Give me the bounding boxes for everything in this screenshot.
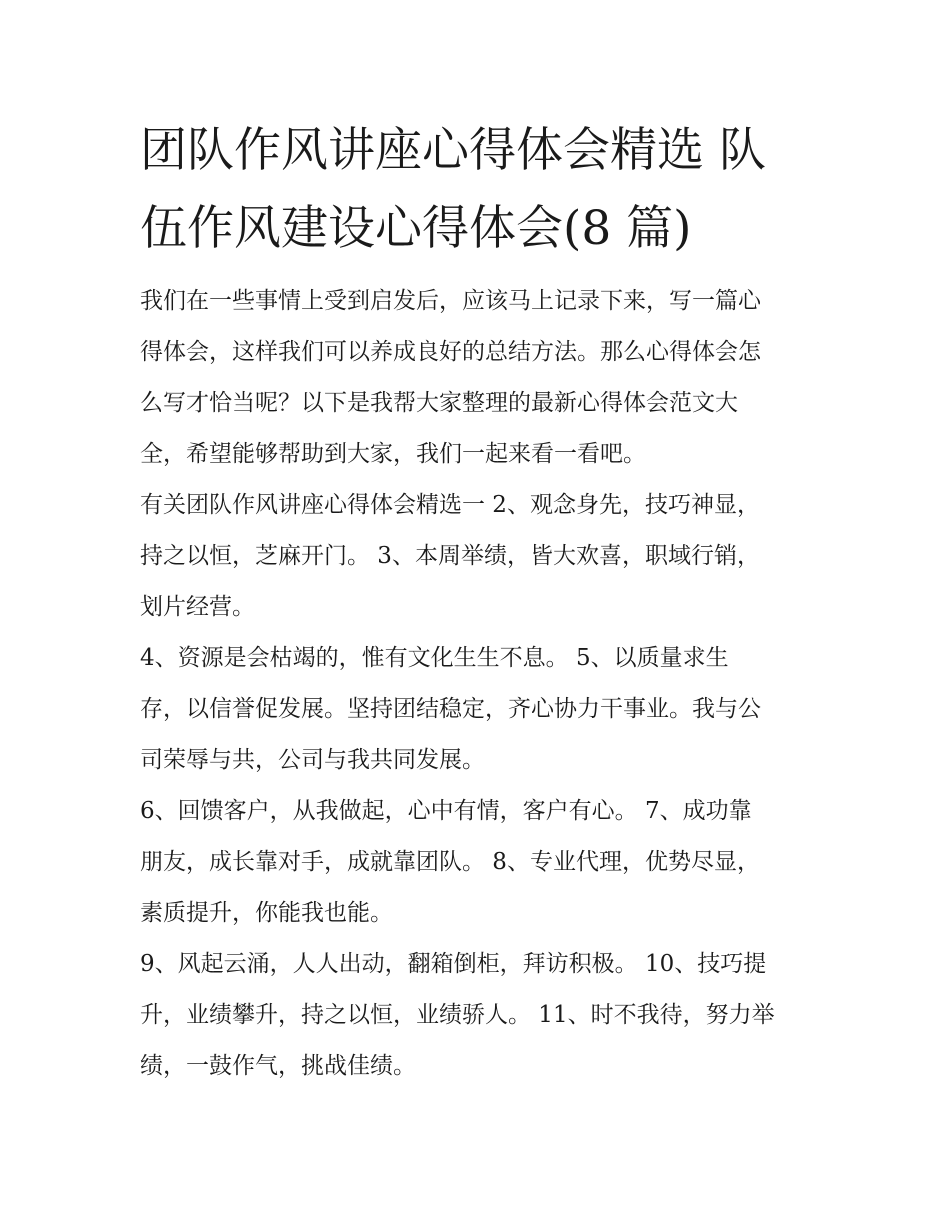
paragraph-line: 划片经营。 xyxy=(140,594,255,620)
paragraph-line: 升，业绩攀升，持之以恒，业绩骄人。 11、时不我待，努力举 xyxy=(140,1002,775,1028)
body-paragraph xyxy=(140,633,820,786)
body-paragraph xyxy=(140,939,820,1092)
title-line: 团队作风讲座心得体会精选 队 xyxy=(140,123,766,178)
body-paragraph xyxy=(140,480,820,633)
paragraph-line: 朋友，成长靠对手，成就靠团队。 8、专业代理，优势尽显， xyxy=(140,849,760,875)
paragraph-line: 么写才恰当呢？以下是我帮大家整理的最新心得体会范文大 xyxy=(140,390,738,416)
paragraph-line: 9、风起云涌，人人出动，翻箱倒柜，拜访积极。 10、技巧提 xyxy=(140,951,767,977)
paragraph-line: 得体会，这样我们可以养成良好的总结方法。那么心得体会怎 xyxy=(140,339,761,365)
paragraph-line: 6、回馈客户，从我做起，心中有情，客户有心。 7、成功靠 xyxy=(140,798,752,824)
body-paragraph xyxy=(140,786,820,939)
title-line: 伍作风建设心得体会(8 篇) xyxy=(140,201,692,256)
paragraph-line: 全，希望能够帮助到大家，我们一起来看一看吧。 xyxy=(140,441,646,467)
intro-paragraph xyxy=(140,276,820,480)
paragraph-line: 司荣辱与共，公司与我共同发展。 xyxy=(140,747,485,773)
paragraph-line: 4、资源是会枯竭的，惟有文化生生不息。 5、以质量求生 xyxy=(140,645,729,671)
paragraph-line: 持之以恒，芝麻开门。 3、本周举绩，皆大欢喜，职域行销， xyxy=(140,543,760,569)
paragraph-line: 绩，一鼓作气，挑战佳绩。 xyxy=(140,1053,416,1079)
paragraph-line: 我们在一些事情上受到启发后，应该马上记录下来，写一篇心 xyxy=(140,288,761,314)
document-title xyxy=(140,112,820,268)
paragraph-line: 存，以信誉促发展。坚持团结稳定，齐心协力干事业。我与公 xyxy=(140,696,761,722)
paragraph-line: 有关团队作风讲座心得体会精选一 2、观念身先，技巧神显， xyxy=(140,492,760,518)
paragraph-line: 素质提升，你能我也能。 xyxy=(140,900,393,926)
